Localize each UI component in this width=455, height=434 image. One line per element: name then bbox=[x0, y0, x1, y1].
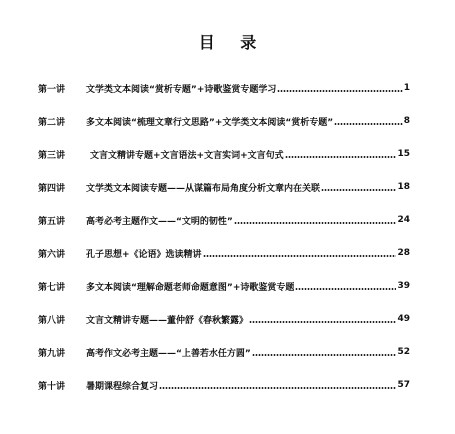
page-number: 1 bbox=[403, 83, 410, 93]
toc-entry-10 bbox=[38, 377, 410, 393]
lecture-number: 第八讲 bbox=[38, 315, 66, 326]
lecture-number: 第十讲 bbox=[38, 381, 66, 392]
dot-leader bbox=[321, 189, 396, 191]
lecture-number: 第九讲 bbox=[38, 348, 66, 359]
lecture-title: 多文本阅读“梳理文章行文思路”+文学类文本阅读“赏析专题” bbox=[86, 117, 334, 128]
dot-leader bbox=[295, 288, 396, 290]
lecture-number: 第四讲 bbox=[38, 183, 66, 194]
lecture-title: 多文本阅读“理解命题老师命题意图”+诗歌鉴赏专题 bbox=[86, 282, 295, 293]
toc-entry-1 bbox=[38, 80, 410, 96]
toc-entry-9 bbox=[38, 344, 410, 360]
toc-entry-6 bbox=[38, 245, 410, 261]
lecture-number: 第六讲 bbox=[38, 249, 66, 260]
toc-entry-7 bbox=[38, 278, 410, 294]
dot-leader bbox=[252, 354, 397, 356]
page-number: 24 bbox=[397, 215, 410, 225]
dot-leader bbox=[234, 222, 397, 224]
dot-leader bbox=[277, 90, 402, 92]
page-title: 目 录 bbox=[198, 33, 267, 52]
page-number: 49 bbox=[397, 314, 410, 324]
page-number: 18 bbox=[397, 182, 410, 192]
dot-leader bbox=[203, 255, 397, 257]
dot-leader bbox=[334, 123, 403, 125]
page-number: 15 bbox=[397, 149, 410, 159]
page-number: 28 bbox=[397, 248, 410, 258]
toc-entry-2 bbox=[38, 113, 410, 129]
dot-leader bbox=[159, 387, 396, 389]
toc-entry-3 bbox=[38, 146, 410, 162]
page-number: 52 bbox=[397, 347, 410, 357]
page-number: 57 bbox=[397, 380, 410, 390]
lecture-title: 高考作文必考主题——“上善若水任方圆” bbox=[86, 348, 251, 359]
lecture-title: 文学类文本阅读专题——从谋篇布局角度分析文章内在关联 bbox=[86, 183, 321, 194]
lecture-number: 第二讲 bbox=[38, 117, 66, 128]
toc-entry-8 bbox=[38, 311, 410, 327]
lecture-title: 文学类文本阅读“赏析专题”+诗歌鉴赏专题学习 bbox=[86, 84, 277, 95]
lecture-title: 文言文精讲专题+文言语法+文言实词+文言句式 bbox=[90, 150, 284, 161]
lecture-number: 第一讲 bbox=[38, 84, 66, 95]
lecture-number: 第七讲 bbox=[38, 282, 66, 293]
page-number: 39 bbox=[397, 281, 410, 291]
lecture-number: 第五讲 bbox=[38, 216, 66, 227]
dot-leader bbox=[285, 156, 397, 158]
dot-leader bbox=[249, 321, 396, 323]
lecture-title: 文言文精讲专题——董仲舒《春秋繁露》 bbox=[86, 315, 249, 326]
toc-entry-5 bbox=[38, 212, 410, 228]
lecture-title: 孔子思想+《论语》选读精讲 bbox=[86, 249, 202, 260]
lecture-title: 高考必考主题作文——“文明的韧性” bbox=[86, 216, 233, 227]
lecture-number: 第三讲 bbox=[38, 150, 66, 161]
page-number: 8 bbox=[403, 116, 410, 126]
toc-entry-4 bbox=[38, 179, 410, 195]
lecture-title: 暑期课程综合复习 bbox=[86, 381, 159, 392]
